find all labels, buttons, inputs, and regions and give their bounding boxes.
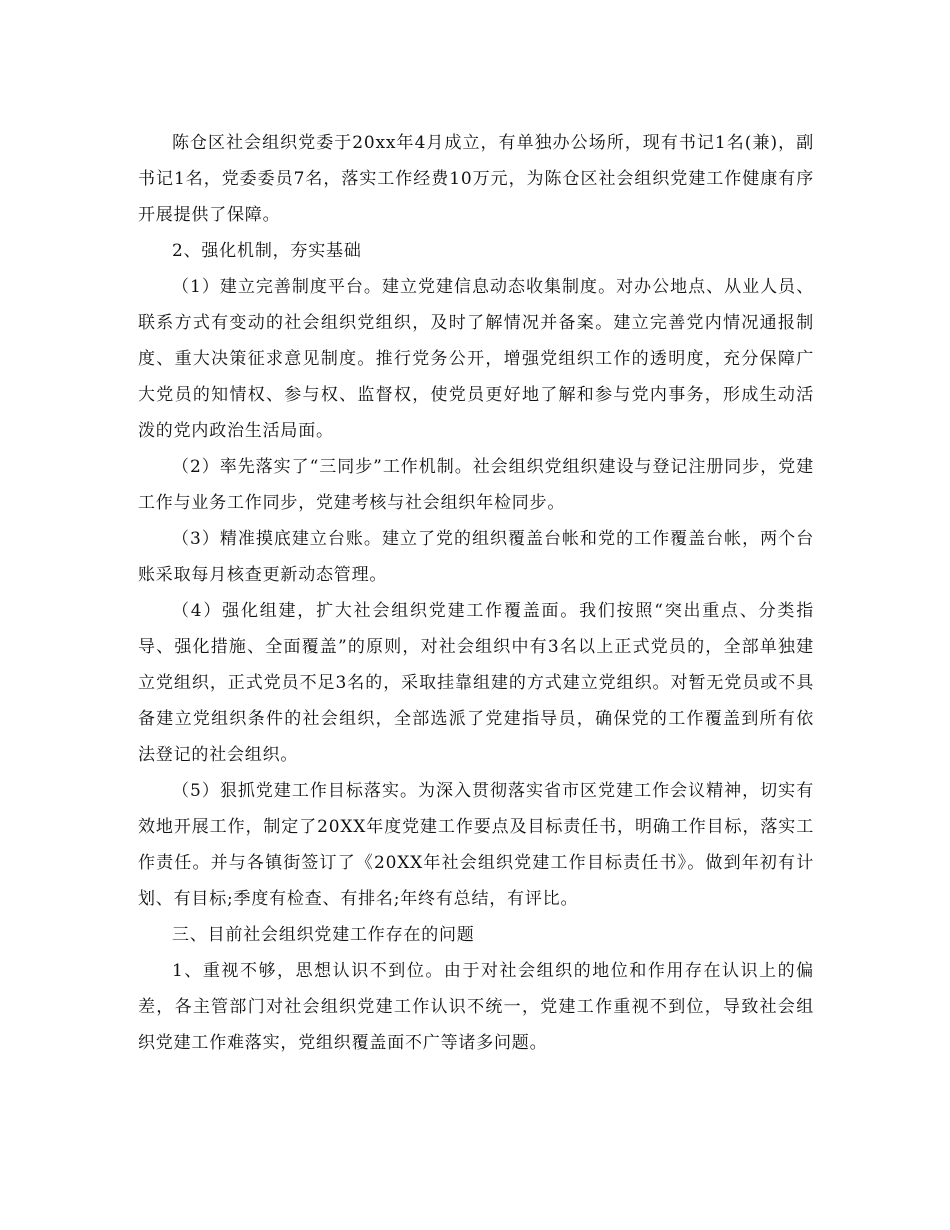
paragraph-party-committee-overview: 陈仓区社会组织党委于20xx年4月成立，有单独办公场所，现有书记1名(兼)，副书记1名，党委委员7名，落实工作经费10万元，为陈仓区社会组织党建工作健康有序开展提供了保障。 — [138, 133, 814, 225]
section-heading-strengthen-mechanism: 2、强化机制，夯实基础 — [172, 241, 362, 261]
paragraph-system-platform: （1）建立完善制度平台。建立党建信息动态收集制度。对办公地点、从业人员、联系方式有变动的社会组织党组织，及时了解情况并备案。建立完善党内情况通报制度、重大决策征求意见制度。推行党务公开，增强党组织工作的透明度，充分保障广大党员的知情权、参与权、监督权，使党员更好地了解和参与党内事务，形成生动活泼的党内政治生活局面。 — [138, 277, 814, 441]
paragraph-insufficient-attention: 1、重视不够，思想认识不到位。由于对社会组织的地位和作用存在认识上的偏差，各主管部门对社会组织党建工作认识不统一，党建工作重视不到位，导致社会组织党建工作难落实，党组织覆盖面不广等诸多问题。 — [138, 961, 814, 1053]
section-heading-current-problems: 三、目前社会组织党建工作存在的问题 — [172, 925, 475, 945]
document-body — [138, 125, 814, 1061]
paragraph-target-implementation: （5）狠抓党建工作目标落实。为深入贯彻落实省市区党建工作会议精神，切实有效地开展工作，制定了20XX年度党建工作要点及目标责任书，明确工作目标，落实工作责任。并与各镇街签订了《20XX年社会组织党建工作目标责任书》。做到年初有计划、有目标;季度有检查、有排名;年终有总结，有评比。 — [138, 781, 814, 909]
paragraph-ledger: （3）精准摸底建立台账。建立了党的组织覆盖台帐和党的工作覆盖台帐，两个台账采取每月核查更新动态管理。 — [138, 529, 814, 585]
paragraph-coverage: （4）强化组建，扩大社会组织党建工作覆盖面。我们按照“突出重点、分类指导、强化措施、全面覆盖”的原则，对社会组织中有3名以上正式党员的，全部单独建立党组织，正式党员不足3名的，采取挂靠组建的方式建立党组织。对暂无党员或不具备建立党组织条件的社会组织，全部选派了党建指导员，确保党的工作覆盖到所有依法登记的社会组织。 — [138, 601, 814, 765]
paragraph-three-synchronizations: （2）率先落实了“三同步”工作机制。社会组织党组织建设与登记注册同步，党建工作与业务工作同步，党建考核与社会组织年检同步。 — [138, 457, 814, 513]
